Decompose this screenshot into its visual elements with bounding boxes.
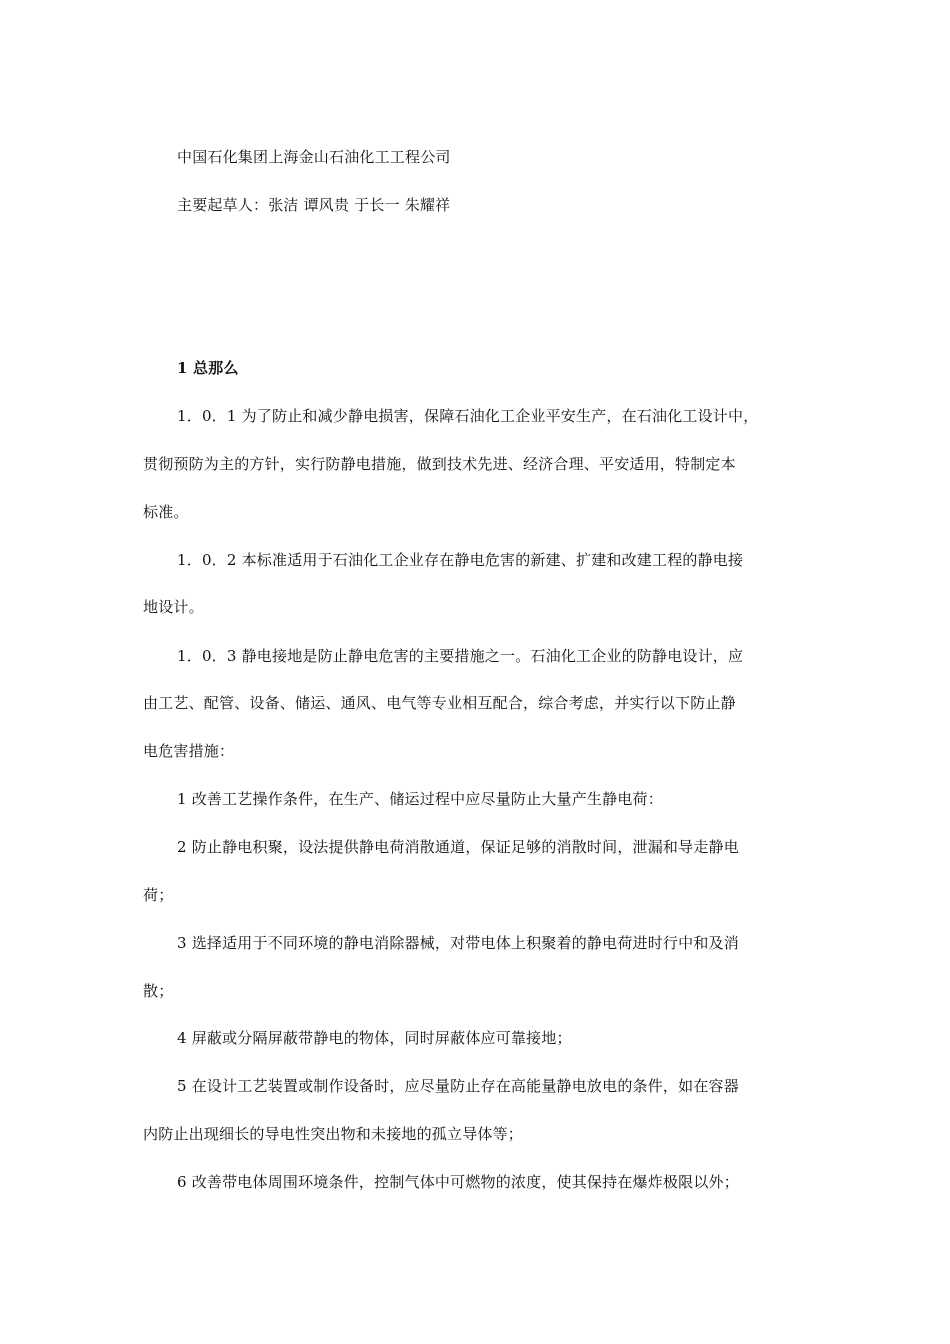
item-1-line-1: 1 改善工艺操作条件，在生产、储运过程中应尽量防止大量产生静电荷： [177,790,663,808]
drafters-line: 主要起草人：张洁 谭风贵 于长一 朱耀祥 [177,196,451,214]
clause-1-0-2-line-2: 地设计。 [143,598,204,616]
item-2-line-2: 荷； [143,886,174,904]
organization-name: 中国石化集团上海金山石油化工工程公司 [177,148,451,166]
clause-1-0-1-line-2: 贯彻预防为主的方针，实行防静电措施，做到技术先进、经济合理、平安适用，特制定本 [143,455,736,473]
section-title: 1 总那么 [177,359,239,377]
item-2-line-1: 2 防止静电积聚，设法提供静电荷消散通道，保证足够的消散时间，泄漏和导走静电 [177,838,739,856]
clause-1-0-3-line-2: 由工艺、配管、设备、储运、通风、电气等专业相互配合，综合考虑，并实行以下防止静 [143,694,736,712]
item-3-line-1: 3 选择适用于不同环境的静电消除器械，对带电体上积聚着的静电荷进时行中和及消 [177,934,739,952]
item-6-line-1: 6 改善带电体周围环境条件，控制气体中可燃物的浓度，使其保持在爆炸极限以外； [177,1173,739,1191]
item-5-line-2: 内防止出现细长的导电性突出物和未接地的孤立导体等； [143,1125,524,1143]
item-4-line-1: 4 屏蔽或分隔屏蔽带静电的物体，同时屏蔽体应可靠接地； [177,1029,572,1047]
clause-1-0-3-line-3: 电危害措施： [143,742,235,760]
clause-1-0-1-line-1: 1．0．1 为了防止和减少静电损害，保障石油化工企业平安生产，在石油化工设计中， [177,407,759,425]
clause-1-0-3-line-1: 1．0．3 静电接地是防止静电危害的主要措施之一。石油化工企业的防静电设计，应 [177,647,744,665]
item-5-line-1: 5 在设计工艺装置或制作设备时，应尽量防止存在高能量静电放电的条件，如在容器 [177,1077,739,1095]
clause-1-0-2-line-1: 1．0．2 本标准适用于石油化工企业存在静电危害的新建、扩建和改建工程的静电接 [177,551,744,569]
clause-1-0-1-line-3: 标准。 [143,503,189,521]
item-3-line-2: 散； [143,982,174,1000]
